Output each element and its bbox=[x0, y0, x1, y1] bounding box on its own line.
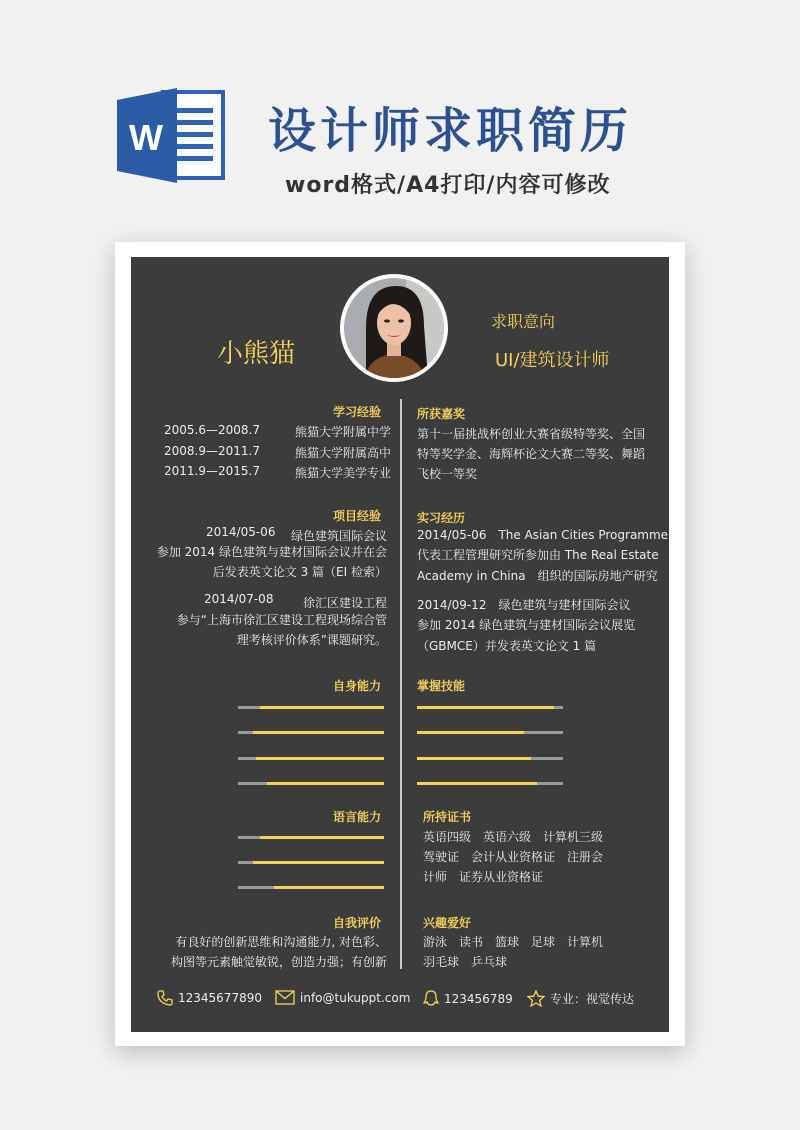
qq-icon bbox=[423, 990, 439, 1007]
section-title-hobbies: 兴趣爱好 bbox=[423, 916, 472, 930]
certificates-line: 计师 证券从业资格证 bbox=[423, 870, 544, 884]
page-title: 设计师求职简历 bbox=[268, 103, 633, 159]
language-bar bbox=[238, 861, 384, 864]
page-subtitle: word格式/A4打印/内容可修改 bbox=[285, 173, 611, 198]
internship-line: （GBMCE）并发表英文论文 1 篇 bbox=[417, 639, 597, 653]
word-logo-letter: W bbox=[129, 117, 163, 158]
certificates-line: 驾驶证 会计从业资格证 注册会 bbox=[423, 850, 604, 864]
job-intent-label: 求职意向 bbox=[491, 312, 556, 331]
internship-line: 参加 2014 绿色建筑与建材国际会议展览 bbox=[417, 618, 636, 632]
education-date: 2011.9—2015.7 bbox=[164, 464, 260, 478]
internship-line: 2014/05-06 The Asian Cities Programme bbox=[417, 528, 669, 542]
skill-bar bbox=[417, 757, 563, 760]
job-intent-value: UI/建筑设计师 bbox=[495, 350, 610, 371]
internship-line: Academy in China 组织的国际房地产研究 bbox=[417, 569, 658, 583]
education-date: 2005.6—2008.7 bbox=[164, 423, 260, 437]
awards-line: 飞校一等奖 bbox=[417, 467, 478, 481]
education-date: 2008.9—2011.7 bbox=[164, 444, 260, 458]
self-eval-line: 有良好的创新思维和沟通能力, 对色彩、 bbox=[175, 935, 387, 949]
skill-bar bbox=[417, 706, 563, 709]
project-date: 2014/05-06 bbox=[206, 525, 276, 539]
contact-major bbox=[527, 990, 634, 1007]
education-school: 熊猫大学附属高中 bbox=[294, 446, 391, 460]
self-ability-bar bbox=[238, 757, 384, 760]
awards-line: 第十一届挑战杯创业大赛省级特等奖、全国 bbox=[417, 427, 646, 441]
mail-icon bbox=[275, 990, 295, 1005]
contact-qq bbox=[423, 990, 513, 1007]
contact-phone bbox=[157, 990, 262, 1006]
internship-line: 代表工程管理研究所参加由 The Real Estate bbox=[417, 548, 659, 562]
contact-email bbox=[275, 990, 410, 1005]
section-title-self-eval: 自我评价 bbox=[332, 916, 381, 930]
project-description: 后发表英文论文 3 篇（EI 检索） bbox=[212, 565, 387, 579]
skill-bar bbox=[417, 782, 563, 785]
project-date: 2014/07-08 bbox=[204, 592, 274, 606]
education-school: 熊猫大学附属中学 bbox=[294, 425, 391, 439]
contact-major-text: 专业：视觉传达 bbox=[550, 992, 635, 1006]
self-eval-line: 构图等元素触觉敏锐，创造力强；有创新 bbox=[170, 955, 387, 969]
section-title-education: 学习经验 bbox=[332, 405, 381, 419]
star-icon bbox=[527, 990, 545, 1007]
section-title-internship: 实习经历 bbox=[417, 511, 466, 525]
section-title-language: 语言能力 bbox=[332, 810, 381, 824]
section-title-self-ability: 自身能力 bbox=[332, 679, 381, 693]
word-logo-icon bbox=[117, 88, 225, 183]
section-title-certificates: 所持证书 bbox=[423, 810, 472, 824]
hobbies-line: 羽毛球 乒乓球 bbox=[423, 955, 508, 969]
self-ability-bar bbox=[238, 706, 384, 709]
internship-line: 2014/09-12 绿色建筑与建材国际会议 bbox=[417, 598, 631, 612]
project-description: 参与“上海市徐汇区建设工程现场综合管 bbox=[176, 613, 387, 627]
project-description: 理考核评价体系”课题研究。 bbox=[236, 633, 387, 647]
project-name: 绿色建筑国际会议 bbox=[290, 529, 387, 543]
self-ability-bar bbox=[238, 782, 384, 785]
self-ability-bar bbox=[238, 731, 384, 734]
education-school: 熊猫大学美学专业 bbox=[294, 466, 391, 480]
skill-bar bbox=[417, 731, 563, 734]
section-title-awards: 所获嘉奖 bbox=[417, 407, 466, 421]
candidate-name: 小熊猫 bbox=[217, 339, 296, 369]
project-name: 徐汇区建设工程 bbox=[302, 596, 387, 610]
contact-phone-text: 12345677890 bbox=[178, 991, 262, 1005]
awards-line: 特等奖学金、海辉杯论文大赛二等奖、舞蹈 bbox=[417, 447, 646, 461]
portrait-image bbox=[344, 278, 444, 378]
section-title-skills: 掌握技能 bbox=[417, 679, 466, 693]
language-bar bbox=[238, 886, 384, 889]
resume-sheet bbox=[131, 257, 669, 1032]
phone-icon bbox=[157, 990, 173, 1006]
hobbies-line: 游泳 读书 篮球 足球 计算机 bbox=[423, 935, 604, 949]
avatar bbox=[340, 274, 448, 382]
contact-qq-text: 123456789 bbox=[444, 991, 513, 1006]
center-divider bbox=[400, 399, 402, 969]
certificates-line: 英语四级 英语六级 计算机三级 bbox=[423, 830, 604, 844]
contact-email-text: info@tukuppt.com bbox=[300, 990, 411, 1005]
project-description: 参加 2014 绿色建筑与建材国际会议并在会 bbox=[156, 545, 387, 559]
section-title-projects: 项目经验 bbox=[332, 509, 381, 523]
language-bar bbox=[238, 836, 384, 839]
